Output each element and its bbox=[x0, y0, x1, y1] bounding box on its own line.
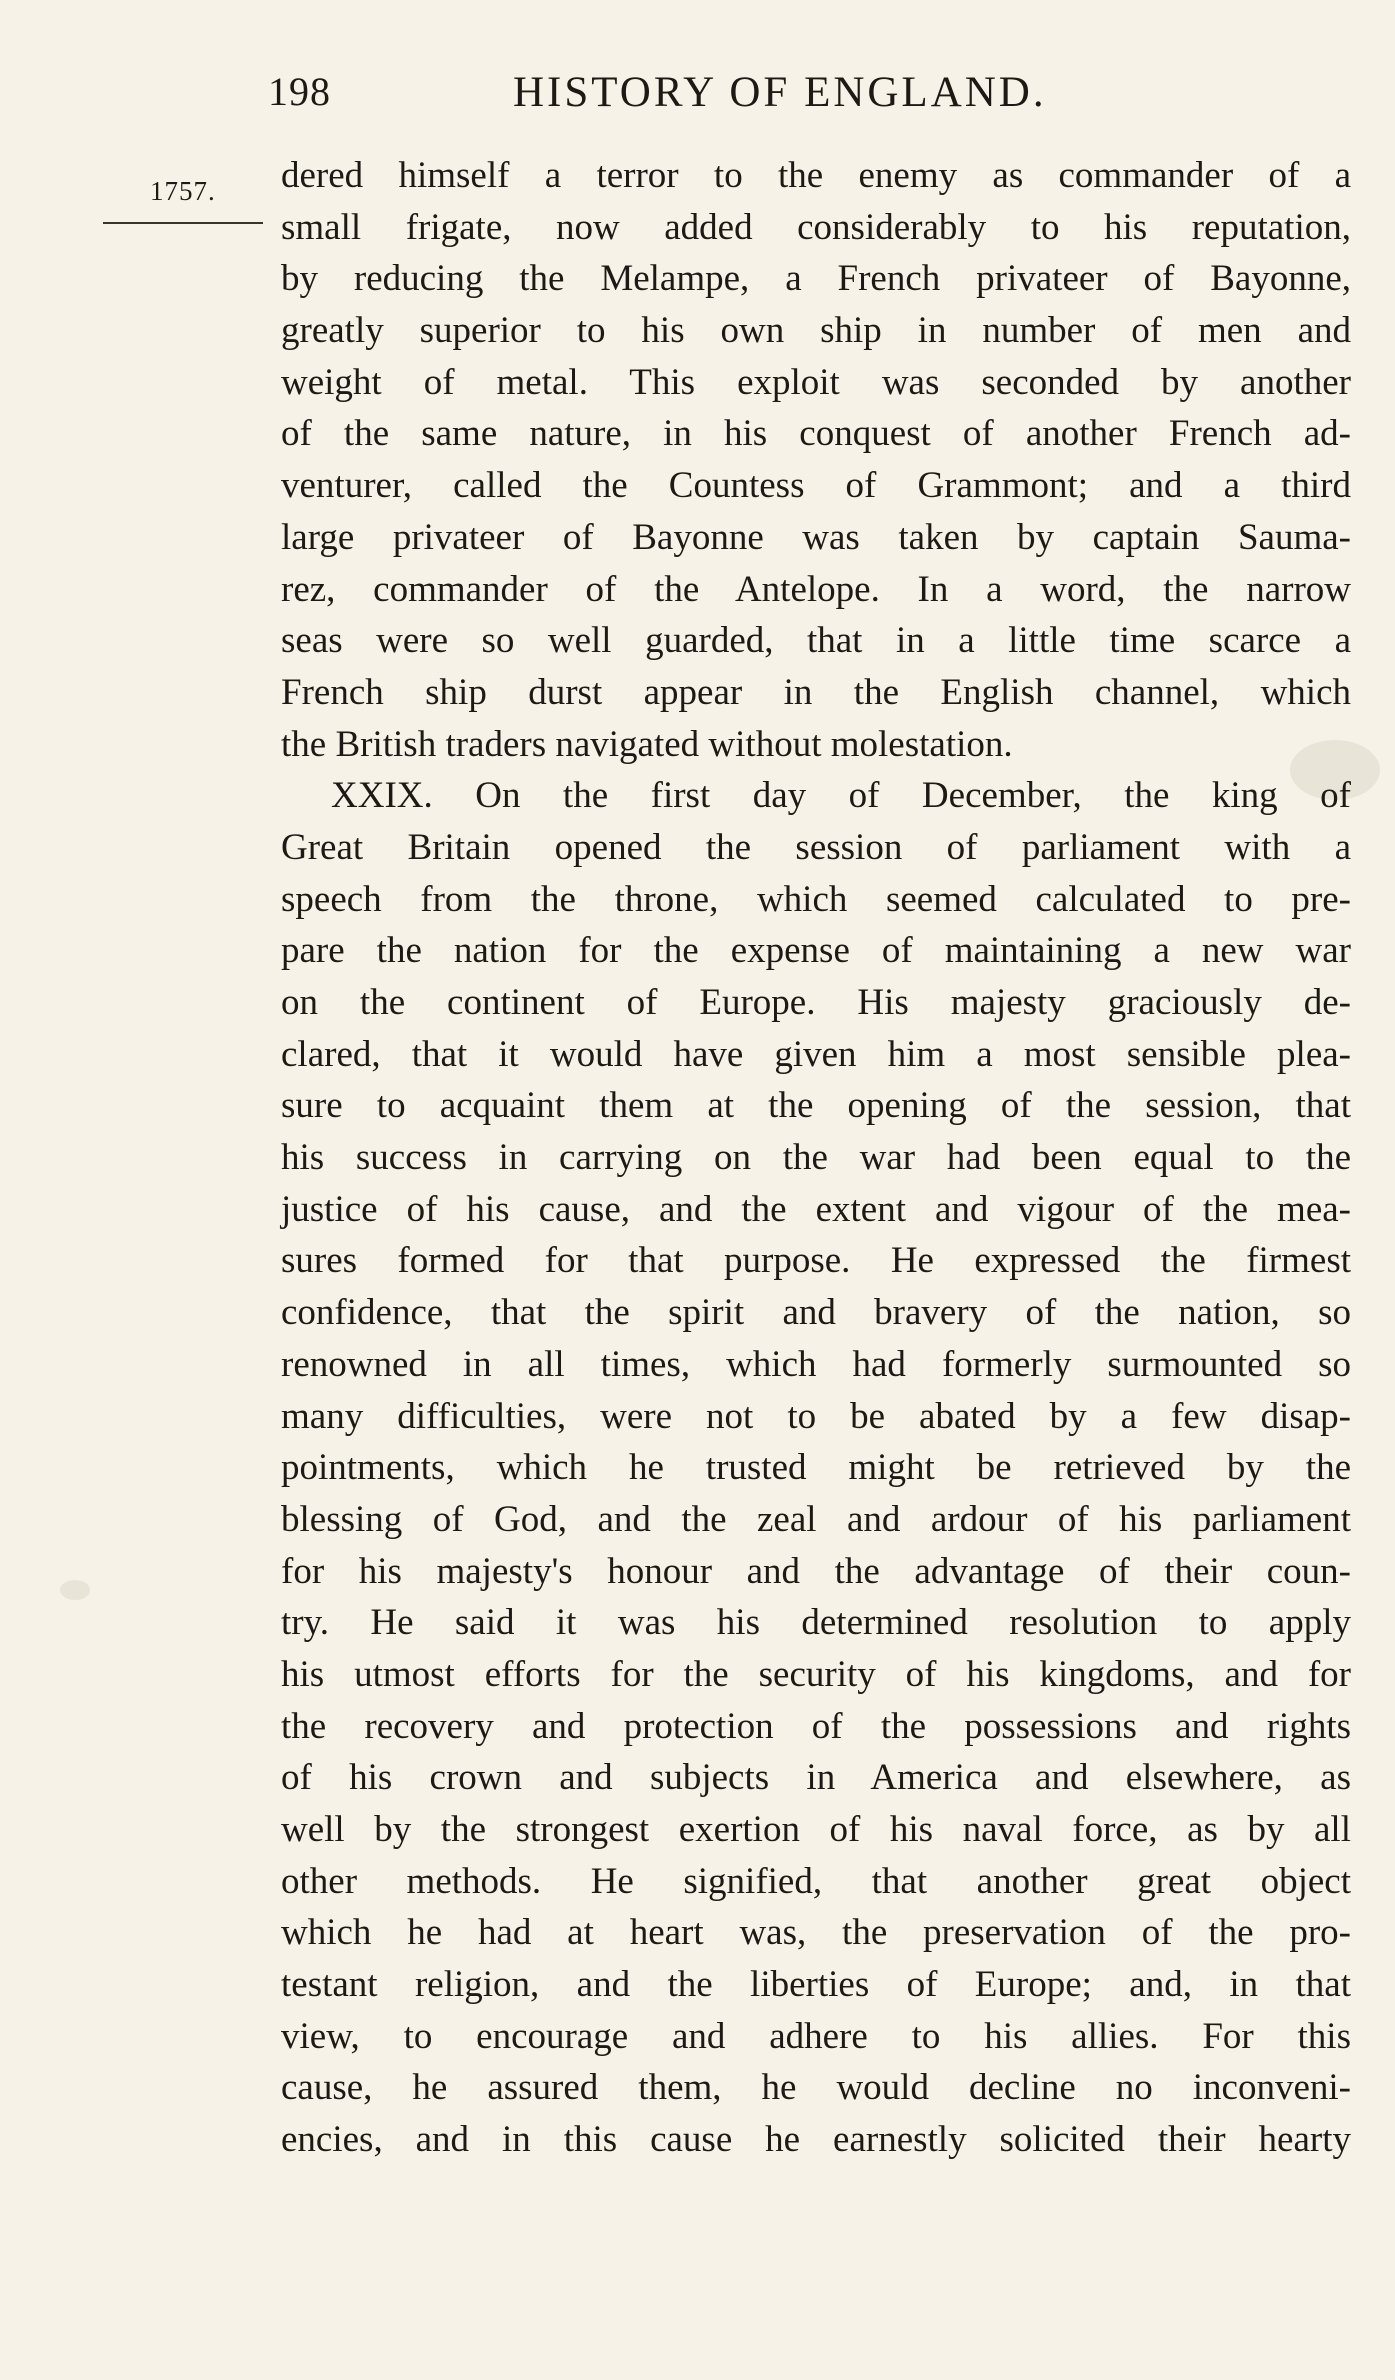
text-line: rez, commander of the Antelope. In a word, the narrow bbox=[281, 568, 1351, 610]
text-line: for his majesty's honour and the advantage of their coun- bbox=[281, 1550, 1351, 1592]
text-line: try. He said it was his determined resolution to apply bbox=[281, 1602, 1351, 1644]
section-heading-line: XXIX. On the first day of December, the king of bbox=[331, 775, 1351, 817]
text-line: confidence, that the spirit and bravery of the nation, so bbox=[281, 1292, 1351, 1334]
text-line: small frigate, now added considerably to his reputation, bbox=[281, 206, 1351, 248]
text-line: clared, that it would have given him a most sensible plea- bbox=[281, 1033, 1351, 1075]
text-line: weight of metal. This exploit was seconded by another bbox=[281, 361, 1351, 403]
text-line: sures formed for that purpose. He expressed the firmest bbox=[281, 1240, 1351, 1282]
text-line: many difficulties, were not to be abated by a few disap- bbox=[281, 1395, 1351, 1437]
text-line: well by the strongest exertion of his naval force, as by all bbox=[281, 1809, 1351, 1850]
text-line: the recovery and protection of the possessions and rights bbox=[281, 1705, 1351, 1747]
text-line: on the continent of Europe. His majesty graciously de- bbox=[281, 982, 1351, 1023]
text-line: of his crown and subjects in America and elsewhere, as bbox=[281, 1757, 1351, 1799]
text-line: dered himself a terror to the enemy as commander of a bbox=[281, 155, 1351, 196]
text-line: speech from the throne, which seemed calculated to pre- bbox=[281, 878, 1351, 920]
body-text bbox=[281, 150, 1351, 2166]
text-line: French ship durst appear in the English channel, which bbox=[281, 671, 1351, 713]
text-line: pointments, which he trusted might be retrieved by the bbox=[281, 1447, 1351, 1489]
text-line: testant religion, and the liberties of Europe; and, in that bbox=[281, 1964, 1351, 2006]
text-line: view, to encourage and adhere to his allies. For this bbox=[281, 2015, 1351, 2057]
margin-year: 1757. bbox=[150, 176, 216, 206]
text-line: by reducing the Melampe, a French privateer of Bayonne, bbox=[281, 258, 1351, 300]
text-line: of the same nature, in his conquest of another French ad- bbox=[281, 413, 1351, 455]
text-line: seas were so well guarded, that in a little time scarce a bbox=[281, 620, 1351, 662]
text-line: greatly superior to his own ship in number of men and bbox=[281, 310, 1351, 352]
text-line: his utmost efforts for the security of his kingdoms, and for bbox=[281, 1653, 1351, 1695]
text-line: encies, and in this cause he earnestly solicited their hearty bbox=[281, 2119, 1351, 2161]
running-header bbox=[268, 68, 1148, 138]
page-number: 198 bbox=[268, 69, 331, 114]
text-line: renowned in all times, which had formerly surmounted so bbox=[281, 1343, 1351, 1385]
paper-stain bbox=[60, 1580, 90, 1600]
text-line: large privateer of Bayonne was taken by captain Sauma- bbox=[281, 516, 1351, 558]
text-line: pare the nation for the expense of maintaining a new war bbox=[281, 930, 1351, 972]
running-title: HISTORY OF ENGLAND. bbox=[513, 69, 1047, 116]
margin-rule bbox=[103, 222, 263, 224]
text-line: blessing of God, and the zeal and ardour of his parliament bbox=[281, 1498, 1351, 1540]
text-line: justice of his cause, and the extent and vigour of the mea- bbox=[281, 1188, 1351, 1230]
text-line: sure to acquaint them at the opening of the session, that bbox=[281, 1085, 1351, 1127]
text-line: the British traders navigated without molestation. bbox=[281, 723, 1013, 765]
text-line: venturer, called the Countess of Grammont; and a third bbox=[281, 465, 1351, 507]
text-line: cause, he assured them, he would decline no inconveni- bbox=[281, 2067, 1351, 2109]
text-line: which he had at heart was, the preservation of the pro- bbox=[281, 1912, 1351, 1954]
text-line: his success in carrying on the war had been equal to the bbox=[281, 1137, 1351, 1179]
text-line: Great Britain opened the session of parliament with a bbox=[281, 826, 1351, 868]
text-line: other methods. He signified, that another great object bbox=[281, 1860, 1351, 1902]
